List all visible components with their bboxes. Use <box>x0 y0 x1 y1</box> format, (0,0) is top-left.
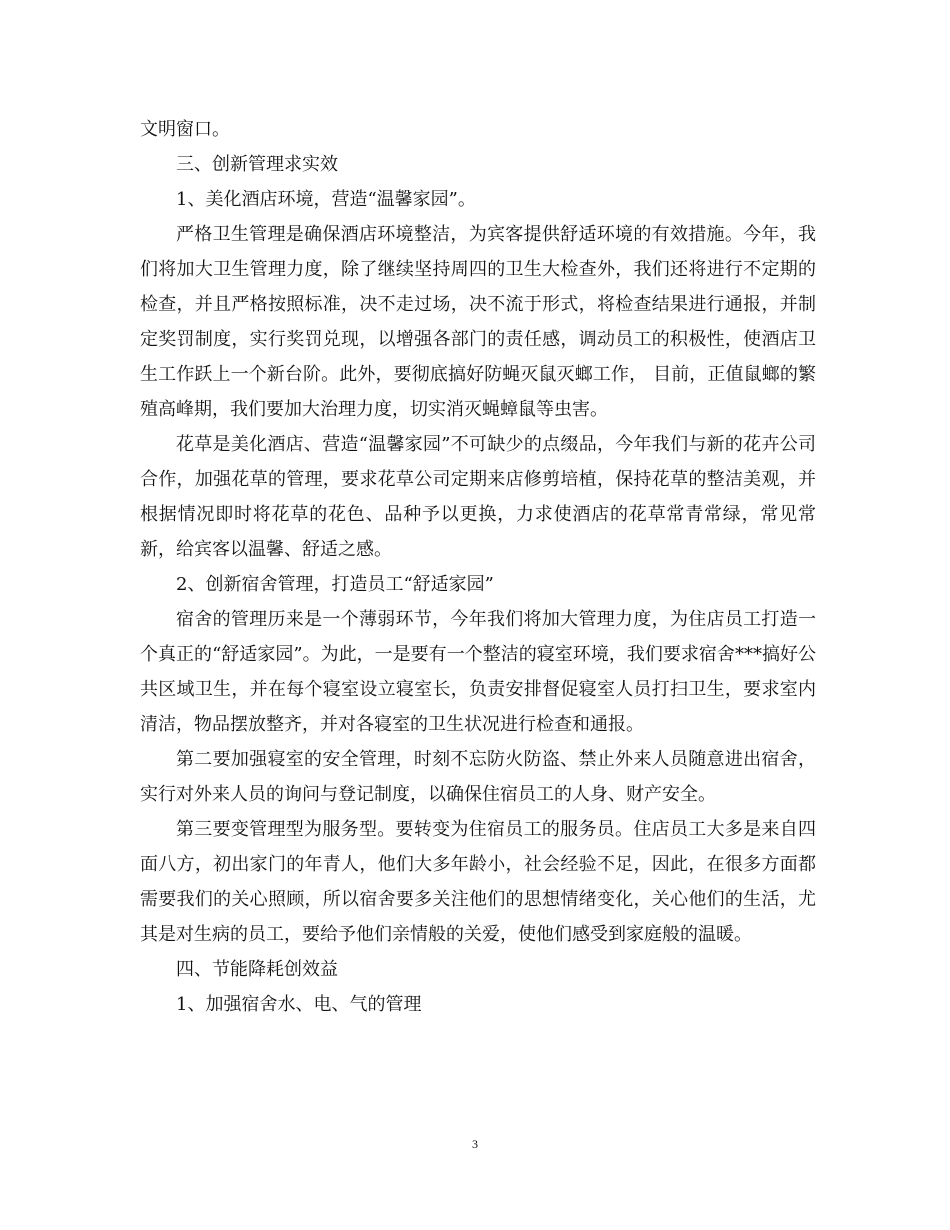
paragraph-flowers: 花草是美化酒店、营造“温馨家园”不可缺少的点缀品，今年我们与新的花卉公司合作，加强花草的管理，要求花草公司定期来店修剪培植，保持花草的整洁美观，并根据情况即时将花草的花色、品种予以更换，力求使酒店的花草常青常绿，常见常新，给宾客以温馨、舒适之感。 <box>140 434 816 560</box>
paragraph-safety: 第二要加强寝室的安全管理，时刻不忘防火防盗、禁止外来人员随意进出宿舍，实行对外来人员的询问与登记制度，以确保住宿员工的人身、财产安全。 <box>140 749 816 805</box>
paragraph-service: 第三要变管理型为服务型。要转变为住宿员工的服务员。住店员工大多是来自四面八方，初出家门的年青人，他们大多年龄小，社会经验不足，因此，在很多方面都需要我们的关心照顾，所以宿舍要多关注他们的思想情绪变化，关心他们的生活，尤其是对生病的员工，要给予他们亲情般的关爱，使他们感受到家庭般的温暖。 <box>140 819 816 945</box>
page-number: 3 <box>472 1137 478 1151</box>
subheading-dormitory: 2、创新宿舍管理，打造员工“舒适家园” <box>176 574 494 595</box>
paragraph-hygiene-management: 严格卫生管理是确保酒店环境整洁，为宾客提供舒适环境的有效措施。今年，我们将加大卫生管理力度，除了继续坚持周四的卫生大检查外，我们还将进行不定期的检查，并且严格按照标准，决不走过场，决不流于形式，将检查结果进行通报，并制定奖罚制度，实行奖罚兑现，以增强各部门的责任感，调动员工的积极性，使酒店卫生工作跃上一个新台阶。此外，要彻底搞好防蝇灭鼠灭螂工作， 目前，正值鼠螂的繁殖高峰期，我们要加大治理力度，切实消灭蝇蟑鼠等虫害。 <box>140 224 816 420</box>
section-heading-4: 四、节能降耗创效益 <box>176 959 338 980</box>
paragraph-dormitory-management: 宿舍的管理历来是一个薄弱环节，今年我们将加大管理力度，为住店员工打造一个真正的“舒适家园”。为此，一是要有一个整洁的寝室环境，我们要求宿舍***搞好公共区域卫生，并在每个寝室设立寝室长，负责安排督促寝室人员打扫卫生，要求室内清洁，物品摆放整齐，并对各寝室的卫生状况进行检查和通报。 <box>140 609 816 735</box>
subheading-beautify-environment: 1、美化酒店环境，营造“温馨家园”。 <box>176 189 476 210</box>
paragraph-1: 文明窗口。 <box>140 119 230 140</box>
section-heading-3: 三、创新管理求实效 <box>176 154 338 175</box>
document-body <box>140 112 816 1022</box>
subheading-utilities: 1、加强宿舍水、电、气的管理 <box>176 994 422 1015</box>
